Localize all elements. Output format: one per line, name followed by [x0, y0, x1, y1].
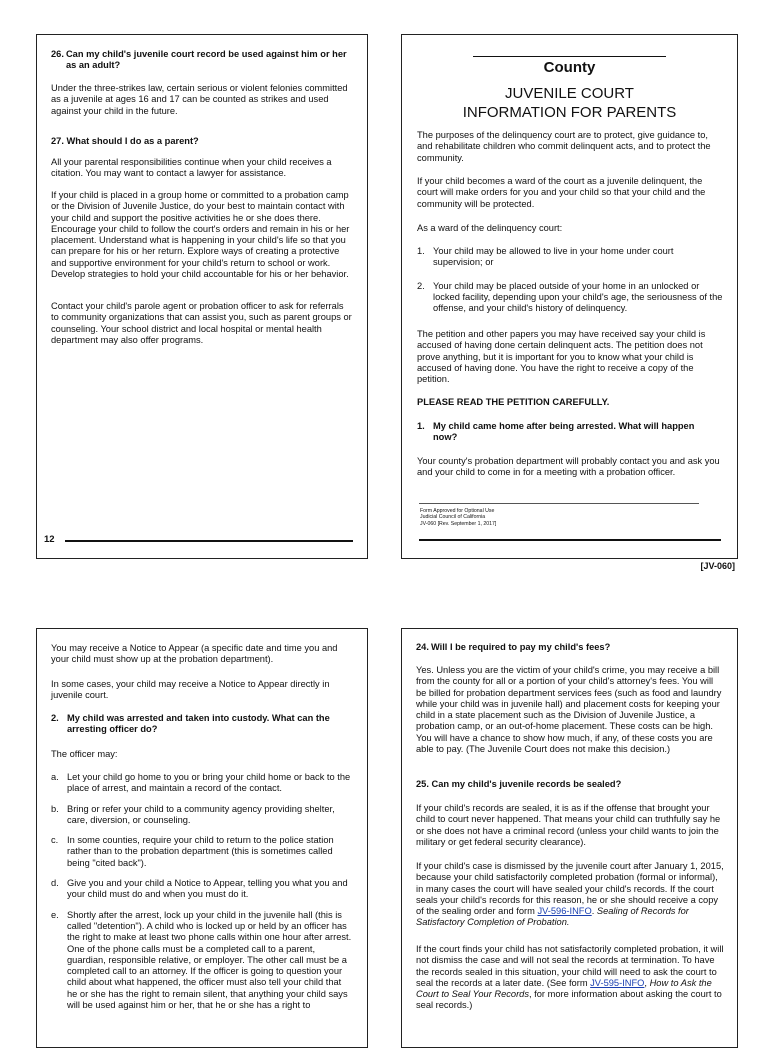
page-panel-arrest: [36, 628, 368, 1048]
paragraph: Under the three-strikes law, certain serious or violent felonies committed as a juvenile at ages 16 and 17 can be counted as strikes and used against your child in the future.: [51, 83, 348, 116]
paragraph: As a ward of the delinquency court:: [417, 223, 563, 233]
list-text: Your child may be allowed to live in your home under court supervision; or: [433, 246, 674, 268]
text-run: ,: [644, 977, 647, 988]
paragraph: You may receive a Notice to Appear (a specific date and time you and your child must show up at the probation department).: [51, 643, 338, 665]
list-marker: 1.: [417, 246, 425, 256]
question-24: [416, 642, 716, 653]
question-2: [51, 713, 341, 736]
paragraph: The officer may:: [51, 749, 118, 759]
form-reference: [JV-060]: [700, 561, 735, 571]
paragraph: In some cases, your child may receive a Notice to Appear directly in juvenile court.: [51, 679, 330, 701]
list-text: Your child may be placed outside of your home in an unlocked or locked facility, depending upon your child's age, the seriousness of the offense, and your child's history of delinquency.: [433, 280, 723, 314]
list-item: [417, 281, 723, 315]
form-title: Sealing of Records for Satisfactory Completion of Probation.: [416, 906, 689, 928]
list-text: In some counties, require your child to return to the police station rather than to the probation department (this is sometimes called being "cited back").: [67, 835, 334, 868]
question-25: 25. Can my child's juvenile records be sealed?: [416, 779, 622, 789]
page-12-panel: [36, 34, 368, 559]
form-info-rule: [419, 503, 699, 504]
paragraph-sealing-dismissal: [416, 861, 724, 929]
page-number: 12: [44, 534, 55, 545]
cover-panel: [401, 34, 738, 559]
page-panel-fees: [401, 628, 738, 1048]
list-marker: 2.: [417, 280, 425, 291]
list-marker: b.: [51, 803, 59, 814]
paragraph: Yes. Unless you are the victim of your child's crime, you may receive a bill from the county for all or a portion of your child's attorney's fees. You will be billed for probation department services fees (such as food and laundry while your child was in juvenile hall) and placement costs for keeping your child in a state placement such as the Division of Juvenile Justice, a probation camp, or an out-of-home placement. These costs can be high. You will have a chance to show how much, if any, of these costs you are able to pay. (The Juvenile Court does not make this decision.): [416, 665, 722, 755]
paragraph: If your child becomes a ward of the court as a juvenile delinquent, the court will make orders for you and your child so that your child and the community will be protected.: [417, 176, 706, 209]
text-run: , for more information about asking the court to seal records.): [416, 989, 722, 1011]
text-run: .: [591, 906, 595, 917]
list-item: [51, 772, 353, 795]
list-text: Give you and your child a Notice to Appear, telling you what you and your child must do and when you must do it.: [67, 878, 348, 900]
list-marker: d.: [51, 878, 59, 889]
paragraph: If your child's records are sealed, it is as if the offense that brought your child to court never happened. That means your child can truthfully say he or she does not have a criminal record (unless your child wants to join the military or get federal security clearance).: [416, 803, 721, 847]
paragraph: The purposes of the delinquency court are to protect, give guidance to, and rehabilitate children who commit delinquent acts, and to protect the community.: [417, 130, 711, 163]
jv-596-info-link[interactable]: JV-596-INFO: [537, 906, 592, 917]
list-marker: a.: [51, 772, 59, 782]
question-27: 27. What should I do as a parent?: [51, 136, 199, 146]
paragraph: Contact your child's parole agent or probation officer to ask for referrals to community organizations that can assist you, such as parent groups or counseling. Your school district and local hospital or mental health department may also offer programs.: [51, 301, 352, 345]
fine-print: Form Approved for Optional Use: [420, 508, 495, 514]
question-text: Will I be required to pay my child's fees?: [430, 642, 611, 652]
paragraph: Your county's probation department will probably contact you and ask you and your child to come in for a meeting with a probation officer.: [417, 456, 720, 478]
title-line-1: JUVENILE COURT: [505, 85, 634, 102]
question-number: 24.: [416, 642, 429, 652]
footer-rule: [419, 539, 721, 541]
list-text: Bring or refer your child to a community agency providing shelter, care, diversion, or counseling.: [67, 803, 335, 825]
form-approval-info: [420, 508, 496, 527]
list-item: [51, 835, 353, 869]
list-item: [417, 246, 723, 269]
list-marker: c.: [51, 835, 59, 846]
question-number: 1.: [417, 421, 425, 431]
question-1: [417, 421, 707, 444]
paragraph: All your parental responsibilities continue when your child receives a citation. You may want to contact a lawyer for assistance.: [51, 157, 332, 179]
fine-print: JV-060 [Rev. September 1, 2017]: [420, 520, 497, 527]
question-text: My child was arrested and taken into custody. What can the arresting officer do?: [67, 713, 330, 735]
paragraph: The petition and other papers you may have received say your child is accused of having done certain delinquent acts. The petition does not prove anything, but it is important for you to know what your child is accused of having done. You have the right to receive a copy of the petition.: [417, 329, 706, 385]
fine-print: Judicial Council of California: [420, 514, 486, 521]
title-line-2: INFORMATION FOR PARENTS: [462, 104, 677, 121]
paragraph: If your child is placed in a group home or committed to a probation camp or the Division of Juvenile Justice, do your best to maintain contact with your child and support the positive activities he or she does there. Encourage your child to follow the court's orders and remain in his or her placement. Understand what is happening in your child's life so that you can prepare for his or her return. Explore ways of creating a protective and supportive environment for your child's return to school or work. Develop strategies to hold your child accountable for his or her behavior.: [51, 190, 350, 280]
paragraph-sealing-request: [416, 944, 724, 1012]
county-blank-line: [473, 56, 666, 57]
text-run: If the court finds your child has not satisfactorily completed probation, it will not dismiss the case and will not seal the records at termination. To have the records sealed in this situation, your child will need to ask the court to seal the records at a later date. (See form: [416, 944, 724, 988]
county-label: County: [543, 59, 596, 76]
document-title: [402, 84, 737, 122]
question-number: 26.: [51, 49, 64, 59]
list-item: [51, 910, 353, 1012]
list-item: [51, 878, 353, 901]
question-text: Can my child's juvenile court record be used against him or her as an adult?: [65, 49, 347, 71]
list-text: Shortly after the arrest, lock up your child in the juvenile hall (this is called "detention"). A child who is locked up or held by an officer has the right to make at least two phone calls within one hour after arrest. One of the phone calls must be a completed call to a parent, guardian, responsible relative, or employer. The other call must be a completed call to an attorney. If the officer is going to question your child about what happened, the officer must also tell your child that he or she has the right to remain silent, that anything your child says will be used against him or her, that he or she has a right to: [67, 909, 352, 1011]
list-item: [51, 804, 353, 827]
officer-options-list: [51, 772, 353, 1011]
emphasis-notice: PLEASE READ THE PETITION CAREFULLY.: [417, 397, 610, 407]
footer-rule: [65, 540, 353, 542]
form-title: How to Ask the Court to Seal Your Records: [416, 977, 712, 1000]
list-text: Let your child go home to you or bring your child home or back to the place of arrest, and maintain a record of the contact.: [67, 772, 351, 794]
jv-595-info-link[interactable]: JV-595-INFO: [590, 977, 645, 988]
question-number: 2.: [51, 713, 59, 723]
question-text: My child came home after being arrested. What will happen now?: [433, 421, 695, 443]
text-run: If your child's case is dismissed by the juvenile court after January 1, 2015, because your child satisfactorily completed probation (formal or informal), in many cases the court will have sealed your child's records. If the court seals your child's records for this reason, he or she should receive a copy of the sealing order and form: [416, 861, 724, 917]
ward-list: [417, 246, 723, 314]
question-26: [51, 49, 351, 72]
list-marker: e.: [51, 909, 59, 920]
